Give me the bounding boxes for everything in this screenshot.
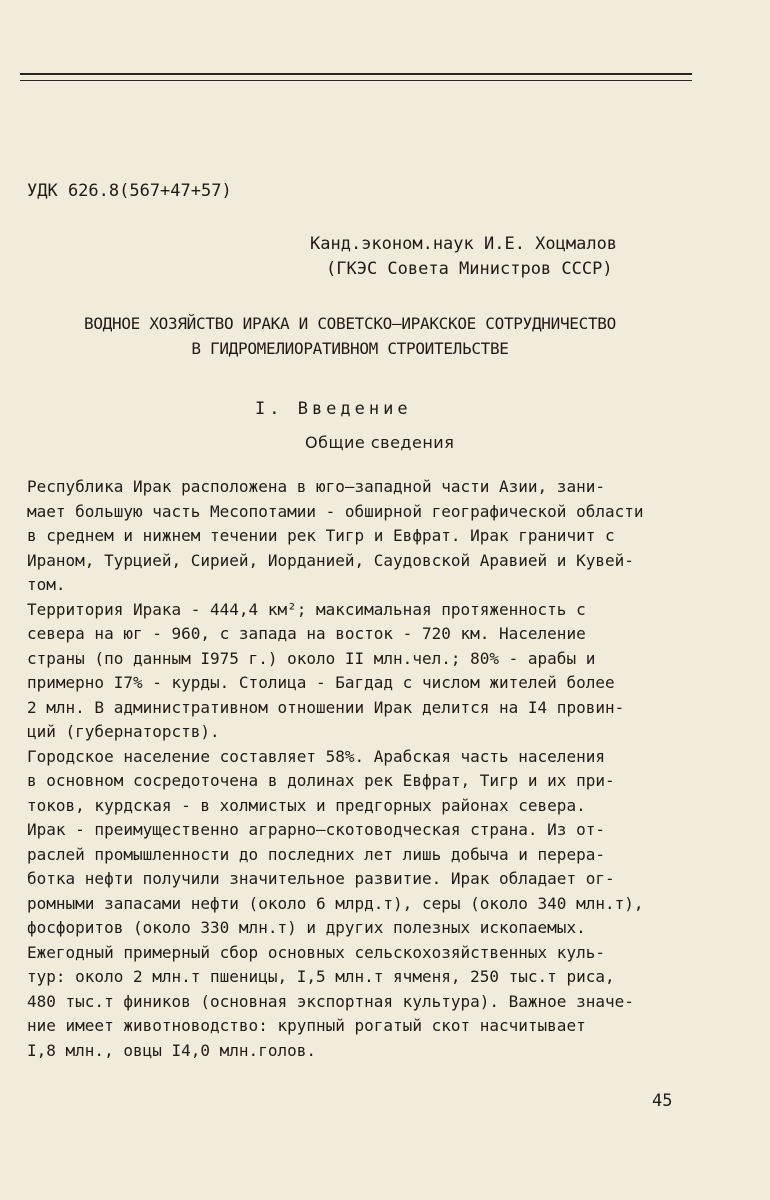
header-rule-bottom — [20, 80, 692, 81]
paragraph-urban-population: Городское население составляет 58%. Арабская часть населения в основном сосредоточена в долинах рек Евфрат, Тигр и их при- токов, курдская - в холмистых и предгорных районах севера. — [27, 746, 615, 815]
page-number: 45 — [652, 1091, 673, 1111]
header-rule-top — [20, 73, 692, 75]
paragraph-territory: Территория Ирака - 444,4 км²; максимальная протяженность с севера на юг - 960, с запада на восток - 720 км. Население страны (по данным I975 г.) около II млн.чел.; 80% - арабы и примерно I7% - курды. Столица - Багдад с числом жителей более 2 млн. В административном отношении Ирак делится на I4 провин- ций (губернаторств). — [27, 599, 625, 741]
udk-code: УДК 626.8(567+47+57) — [27, 181, 232, 201]
article-title-line-1: ВОДНОЕ ХОЗЯЙСТВО ИРАКА И СОВЕТСКО–ИРАКСКОЕ СОТРУДНИЧЕСТВО — [84, 314, 616, 333]
paragraph-agriculture: Ежегодный примерный сбор основных сельскохозяйственных куль- тур: около 2 млн.т пшеницы, I,5 млн.т ячменя, 250 тыс.т риса, 480 тыс.т фиников (основная экспортная культура). Важное значе- ние имеет животноводство: крупный рогатый скот насчитывает I,8 млн., овцы I4,0 млн.голов. — [27, 942, 634, 1060]
section-heading: I. Введение — [255, 399, 412, 419]
article-title-line-2: В ГИДРОМЕЛИОРАТИВНОМ СТРОИТЕЛЬСТВЕ — [191, 339, 509, 358]
paragraph-intro: Республика Ирак расположена в юго–западной части Азии, зани- мает большую часть Месопотамии - обширной географической области в среднем и нижнем течении рек Тигр и Евфрат. Ирак граничит с Ираном, Турцией, Сирией, Иорданией, Саудовской Аравией и Кувей- том. — [27, 477, 644, 594]
paragraph-economy: Ирак - преимущественно аграрно–скотоводческая страна. Из от- раслей промышленности до последних лет лишь добыча и перера- ботка нефти получили значительное развитие. Ирак обладает ог- ромными запасами нефти (около 6 млрд.т), серы (около 340 млн.т), фосфоритов (около 330 млн.т) и других полезных ископаемых. — [27, 820, 644, 937]
article-body — [27, 475, 727, 1063]
author-line: Канд.эконом.наук И.Е. Хоцмалов — [310, 234, 618, 254]
author-affiliation: (ГКЭС Совета Министров СССР) — [326, 259, 613, 279]
subsection-heading: Общие сведения — [305, 433, 455, 452]
